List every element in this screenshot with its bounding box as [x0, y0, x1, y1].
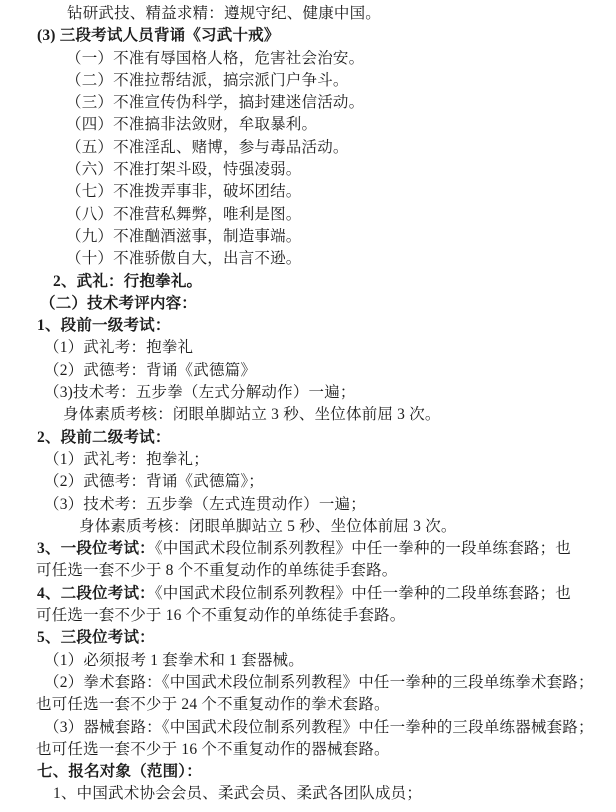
text-line [36, 293, 586, 315]
line-text: （二）技术考评内容： [40, 294, 198, 312]
text-line [36, 650, 586, 672]
text-line [36, 404, 586, 426]
line-text: （四）不准搞非法敛财，牟取暴利。 [66, 116, 318, 134]
line-text: 1、段前一级考试： [37, 317, 171, 335]
text-line [36, 159, 586, 181]
text-line [36, 137, 586, 159]
line-text: 可任选一套不少于 8 个不重复动作的单练徒手套路。 [36, 562, 398, 580]
line-text: （五）不准淫乱、赌博，参与毒品活动。 [66, 138, 349, 156]
line-text: 1、中国武术协会会员、柔武会员、柔武各团队成员； [53, 785, 423, 803]
text-line [36, 694, 586, 716]
line-text: （1）武礼考：抱拳礼 [44, 339, 194, 357]
text-line [36, 70, 586, 92]
text-line [36, 271, 586, 293]
text-line [36, 204, 586, 226]
line-text: （1）武礼考：抱拳礼； [44, 450, 209, 468]
line-text: 《中国武术段位制系列教程》中任一拳种的二段单练套路；也 [154, 584, 572, 602]
text-line [36, 538, 586, 560]
line-text: （三）不准宣传伪科学，搞封建迷信活动。 [66, 94, 365, 112]
line-text: （六）不准打架斗殴，恃强凌弱。 [66, 161, 302, 179]
line-text: （九）不准酗酒滋事，制造事端。 [66, 227, 302, 245]
line-text: （3）技术考：五步拳（左式连贯动作）一遍； [44, 495, 366, 513]
line-text: 也可任选一套不少于 16 个不重复动作的器械套路。 [36, 740, 390, 758]
text-line [36, 226, 586, 248]
line-text: 5、三段位考试： [37, 629, 155, 647]
text-line [36, 181, 586, 203]
text-line [36, 494, 586, 516]
line-text: 2、段前二级考试： [37, 428, 171, 446]
text-line [36, 516, 586, 538]
text-line [36, 717, 594, 739]
text-line [36, 114, 586, 136]
line-text: （1）必须报考 1 套拳术和 1 套器械。 [44, 651, 304, 669]
text-line [36, 739, 586, 761]
text-line [36, 672, 594, 694]
text-line [36, 3, 586, 25]
text-line [36, 315, 586, 337]
text-line [36, 583, 586, 605]
line-text: （一）不准有辱国格人格，危害社会治安。 [66, 49, 365, 67]
line-text: （3）器械套路：《中国武术段位制系列教程》中任一拳种的三段单练器械套路； [44, 718, 594, 736]
line-text: 可任选一套不少于 16 个不重复动作的单练徒手套路。 [36, 607, 406, 625]
text-line [36, 449, 586, 471]
text-line [36, 248, 586, 270]
line-text: （3)技术考：五步拳（左式分解动作）一遍； [44, 384, 356, 402]
text-line [36, 427, 586, 449]
line-text: 身体素质考核：闭眼单脚站立 5 秒、坐位体前屈 3 次。 [79, 517, 457, 535]
line-text: (3) 三段考试人员背诵《习武十戒》 [37, 27, 280, 45]
text-line [36, 471, 586, 493]
text-line [36, 360, 586, 382]
line-text: 《中国武术段位制系列教程》中任一拳种的一段单练套路；也 [154, 540, 572, 558]
text-line [36, 337, 586, 359]
line-text: （二）不准拉帮结派，搞宗派门户争斗。 [66, 71, 349, 89]
text-line [36, 92, 586, 114]
text-line [36, 627, 586, 649]
line-text: 钻研武技、精益求精：遵规守纪、健康中国。 [67, 5, 382, 22]
text-line [36, 605, 586, 627]
line-text: （2）拳术套路：《中国武术段位制系列教程》中任一拳种的三段单练拳术套路； [44, 673, 594, 691]
line-text: 七、报名对象（范围）： [37, 763, 202, 781]
line-text: 2、武礼：行抱拳礼。 [53, 272, 203, 290]
text-line [36, 25, 586, 47]
line-text: （七）不准拨弄事非，破坏团结。 [66, 183, 302, 201]
line-bold-prefix: 4、二段位考试： [37, 584, 155, 602]
text-line [36, 382, 586, 404]
line-bold-prefix: 3、一段位考试： [37, 540, 155, 558]
line-text: （八）不准营私舞弊，唯利是图。 [66, 205, 302, 223]
line-text: （2）武德考：背诵《武德篇》 [44, 361, 257, 379]
line-text: （十）不准骄傲自大，出言不逊。 [66, 250, 302, 268]
text-line [36, 48, 586, 70]
text-line [36, 761, 586, 783]
text-line [36, 783, 586, 805]
line-text: 也可任选一套不少于 24 个不重复动作的拳术套路。 [36, 696, 390, 714]
line-text: （2）武德考：背诵《武德篇》； [44, 473, 265, 491]
line-text: 身体素质考核：闭眼单脚站立 3 秒、坐位体前屈 3 次。 [63, 406, 441, 424]
text-line [36, 560, 586, 582]
